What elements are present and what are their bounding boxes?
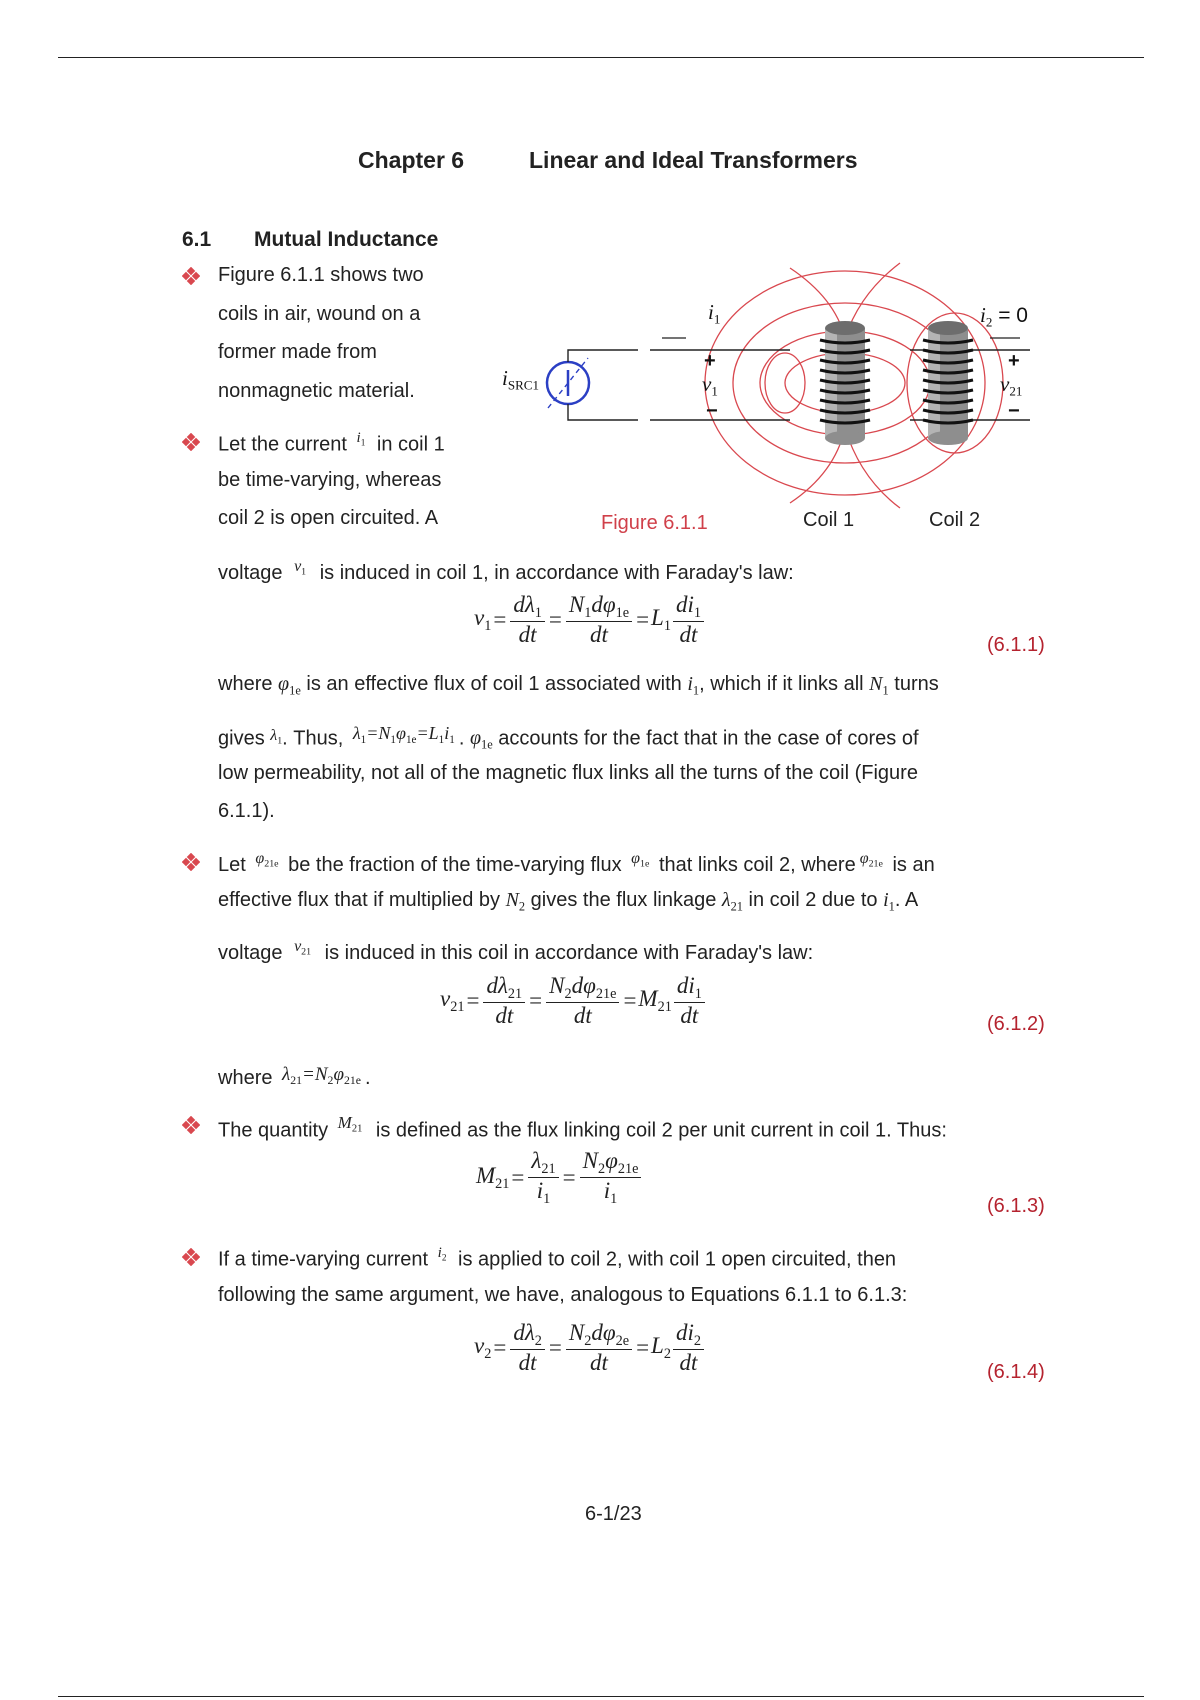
fig-v21-label: $v_{21}$ — [1000, 372, 1023, 399]
section-title: Mutual Inductance — [254, 228, 439, 251]
p2-line-3: coil 2 is open circuited. A — [218, 507, 439, 529]
fig-isrc-label: $i_{SRC1}$ — [502, 366, 539, 393]
p1-line: nonmagnetic material. — [218, 380, 415, 402]
p2-line-4: voltage $^{v_1}$ is induced in coil 1, in accordance with Faraday's law: — [218, 558, 794, 584]
p5-line: where $\lambda_{21}=N_2\varphi_{21e}$ . — [218, 1064, 371, 1089]
current-source — [547, 350, 638, 420]
chapter-label: Chapter 6 — [358, 147, 465, 173]
section-number: 6.1 — [182, 228, 212, 251]
p3-line-4: 6.1.1). — [218, 800, 275, 822]
equation-6-1-3: $M_{21}=$ $\frac{\lambda_{21}}{i_1}$ = $\frac{N_2\varphi_{21e}}{i_1}$ — [476, 1148, 643, 1208]
bullet-icon — [182, 267, 200, 285]
p4-line-1: Let $^{\varphi_{21e}}$ be the fraction of the time-varying flux $^{\varphi_{1e}}$ that links coil 2, where $^{\varphi_{21e}}$ is an — [218, 850, 935, 876]
p7-line-1: If a time-varying current $^{i_2}$ is applied to coil 2, with coil 1 open circuited, then — [218, 1245, 897, 1271]
coil-1 — [820, 321, 870, 445]
footer-rule — [58, 1696, 1144, 1697]
p6-line: The quantity $^{M_{21}}$ is defined as the flux linking coil 2 per unit current in coil 1. Thus: — [218, 1113, 947, 1142]
fig-minus-2: − — [1008, 400, 1020, 422]
p1-line: coils in air, wound on a — [218, 303, 421, 325]
p7-line-2: following the same argument, we have, analogous to Equations 6.1.1 to 6.1.3: — [218, 1284, 908, 1306]
eq-number-6-1-3: (6.1.3) — [987, 1195, 1045, 1217]
p3-line-2: gives $^{\lambda_1}$. Thus, $\lambda_1=N_1\varphi_{1e}=L_1i_1$ . $\varphi_{1e}$ accounts for the fact that in the case of cores of — [218, 723, 919, 752]
fig-i1-label: $i_1$ — [708, 300, 721, 327]
bullet-icon — [182, 433, 200, 451]
figure-caption: Figure 6.1.1 — [601, 512, 708, 534]
fig-plus-2: + — [1008, 350, 1020, 372]
p1-line: Figure 6.1.1 shows two — [218, 264, 424, 286]
p2-line-2: be time-varying, whereas — [218, 469, 442, 491]
equation-6-1-4: $v_2=$ $\frac{d\lambda_2}{dt}$ = $\frac{N_2d\varphi_{2e}}{dt}$ $=L_2$ $\frac{di_2}{dt}$ — [474, 1320, 706, 1377]
p3-line-1: where $\varphi_{1e}$ is an effective flux of coil 1 associated with $i_1$, which if it links all $N_1$ turns — [218, 673, 939, 698]
header-rule — [58, 57, 1144, 58]
page-number: 6-1/23 — [585, 1503, 642, 1525]
fig-i2-label: $i_2 = 0$ — [980, 303, 1028, 330]
eq-number-6-1-1: (6.1.1) — [987, 634, 1045, 656]
eq-number-6-1-2: (6.1.2) — [987, 1013, 1045, 1035]
chapter-title: Linear and Ideal Transformers — [529, 147, 858, 173]
fig-plus-1: + — [704, 350, 716, 372]
equation-6-1-1: $v_1=$ $\frac{d\lambda_1}{dt}$ = $\frac{N_1d\varphi_{1e}}{dt}$ $=L_1$ $\frac{di_1}{dt}$ — [474, 592, 706, 649]
fig-minus-1: − — [706, 400, 718, 422]
p4-line-3: voltage $^{v_{21}}$ is induced in this coil in accordance with Faraday's law: — [218, 938, 814, 964]
coil-2-label: Coil 2 — [929, 509, 981, 531]
coil-2 — [923, 321, 973, 445]
equation-6-1-2: $v_{21}=$ $\frac{d\lambda_{21}}{dt}$ = $\frac{N_2d\varphi_{21e}}{dt}$ $=M_{21}$ $\frac{di_1}{dt}$ — [440, 973, 707, 1030]
bullet-icon — [182, 1248, 200, 1266]
fig-v1-label: $v_1$ — [702, 372, 718, 399]
figure-coils — [490, 258, 1050, 538]
p2-line-1: Let the current $^{i_1}$ in coil 1 — [218, 430, 445, 456]
eq-number-6-1-4: (6.1.4) — [987, 1361, 1045, 1383]
p4-line-2: effective flux that if multiplied by $N_2$ gives the flux linkage $\lambda_{21}$ in coil 2 due to $i_1$. A — [218, 889, 919, 914]
p1-line: former made from — [218, 341, 377, 363]
coil-1-label: Coil 1 — [803, 509, 855, 531]
bullet-icon — [182, 853, 200, 871]
p3-line-3: low permeability, not all of the magnetic flux links all the turns of the coil (Figure — [218, 762, 918, 784]
bullet-icon — [182, 1116, 200, 1134]
